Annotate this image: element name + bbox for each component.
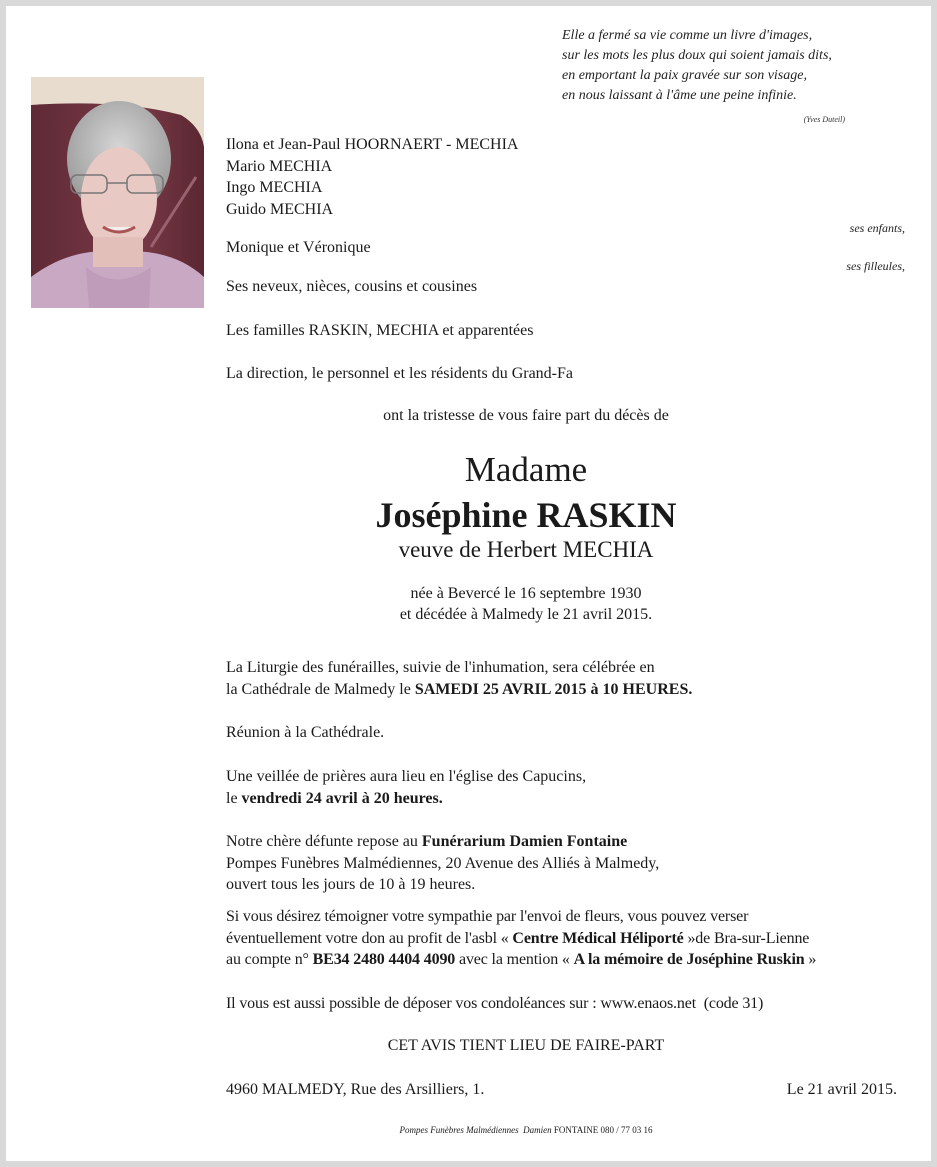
poem-line: en emportant la paix gravée sur son visage, — [562, 68, 807, 83]
role-goddaughters: ses filleules, — [846, 259, 905, 273]
footer-funeral-home: Pompes Funèbres Malmédiennes Damien FONTAINE 080 / 77 03 16 — [399, 1125, 653, 1135]
condolences-info: Il vous est aussi possible de déposer vos condoléances sur : www.enaos.net (code 31) — [226, 995, 764, 1012]
funerarium-name: Funérarium Damien Fontaine — [421, 833, 628, 850]
condolences-link[interactable]: www.enaos.net — [600, 995, 696, 1012]
family-member: Ilona et Jean-Paul HOORNAERT - MECHIA — [226, 136, 519, 153]
vigil-line: le vendredi 24 avril à 20 heures. — [226, 789, 443, 807]
repose-info: Notre chère défunte repose au Funérarium Damien Fontaine Pompes Funèbres Malmédiennes, 20 Avenue des Alliés à Malmedy, ouvert tous les jours de 10 à 19 heures. — [226, 831, 659, 896]
vigil-datetime: vendredi 24 avril à 20 heures. — [241, 789, 443, 807]
donation-info — [226, 906, 816, 971]
poem-line: en nous laissant à l'âme une peine infinie. — [562, 88, 797, 103]
charity-name: Centre Médical Héliporté — [512, 929, 684, 947]
donation-mention: A la mémoire de Joséphine Ruskin — [573, 951, 805, 968]
vigil-info — [226, 766, 586, 809]
family-member: Ingo MECHIA — [226, 179, 323, 196]
donation-line: au compte n° BE34 2480 4404 4090 avec la mention « A la mémoire de Joséphine Ruskin » — [226, 951, 817, 968]
poem-author: (Yves Duteil) — [803, 115, 845, 124]
funeral-line: La Liturgie des funérailles, suivie de l'inhumation, sera célébrée en — [226, 659, 655, 676]
widow-of: veuve de Herbert MECHIA — [398, 537, 654, 562]
birth-line: née à Bevercé le 16 septembre 1930 — [410, 585, 642, 602]
vigil-line: Une veillée de prières aura lieu en l'église des Capucins, — [226, 768, 587, 785]
deceased-name: Joséphine RASKIN — [375, 495, 677, 535]
funeral-info — [226, 657, 692, 700]
family-member: Mario MECHIA — [226, 157, 333, 175]
institution: La direction, le personnel et les résidents du Grand-Fa — [226, 365, 573, 382]
children-list — [226, 134, 518, 220]
poem — [562, 26, 832, 106]
poem-line: Elle a fermé sa vie comme un livre d'images, — [562, 28, 813, 43]
life-dates — [0, 583, 937, 625]
meeting-place: Réunion à la Cathédrale. — [226, 724, 385, 741]
goddaughters: Monique et Véronique — [226, 239, 371, 256]
deceased-title: Madame — [464, 450, 588, 489]
donation-line: éventuellement votre don au profit de l'asbl « Centre Médical Héliporté »de Bra-sur-Lienne — [226, 929, 810, 947]
portrait-image — [31, 77, 204, 308]
portrait-photo — [31, 77, 204, 308]
role-children: ses enfants, — [849, 221, 905, 235]
family-member: Guido MECHIA — [226, 200, 334, 218]
bank-account: BE34 2480 4404 4090 — [312, 951, 456, 968]
notice-date: Le 21 avril 2015. — [786, 1081, 897, 1098]
funeral-datetime: SAMEDI 25 AVRIL 2015 à 10 HEURES. — [414, 680, 693, 698]
poem-line: sur les mots les plus doux qui soient jamais dits, — [562, 48, 832, 63]
notice-statement: CET AVIS TIENT LIEU DE FAIRE-PART — [387, 1037, 665, 1054]
death-line: et décédée à Malmedy le 21 avril 2015. — [399, 606, 653, 623]
family-address: 4960 MALMEDY, Rue des Arsilliers, 1. — [226, 1081, 485, 1098]
repose-address: Pompes Funèbres Malmédiennes, 20 Avenue des Alliés à Malmedy, — [226, 854, 660, 872]
repose-hours: ouvert tous les jours de 10 à 19 heures. — [226, 876, 476, 893]
funeral-line: la Cathédrale de Malmedy le SAMEDI 25 AVRIL 2015 à 10 HEURES. — [226, 680, 693, 698]
donation-line: Si vous désirez témoigner votre sympathie par l'envoi de fleurs, vous pouvez verser — [226, 908, 749, 925]
families: Les familles RASKIN, MECHIA et apparentées — [226, 322, 534, 339]
nephews-nieces: Ses neveux, nièces, cousins et cousines — [226, 278, 478, 295]
announcement-intro: ont la tristesse de vous faire part du décès de — [383, 407, 669, 424]
